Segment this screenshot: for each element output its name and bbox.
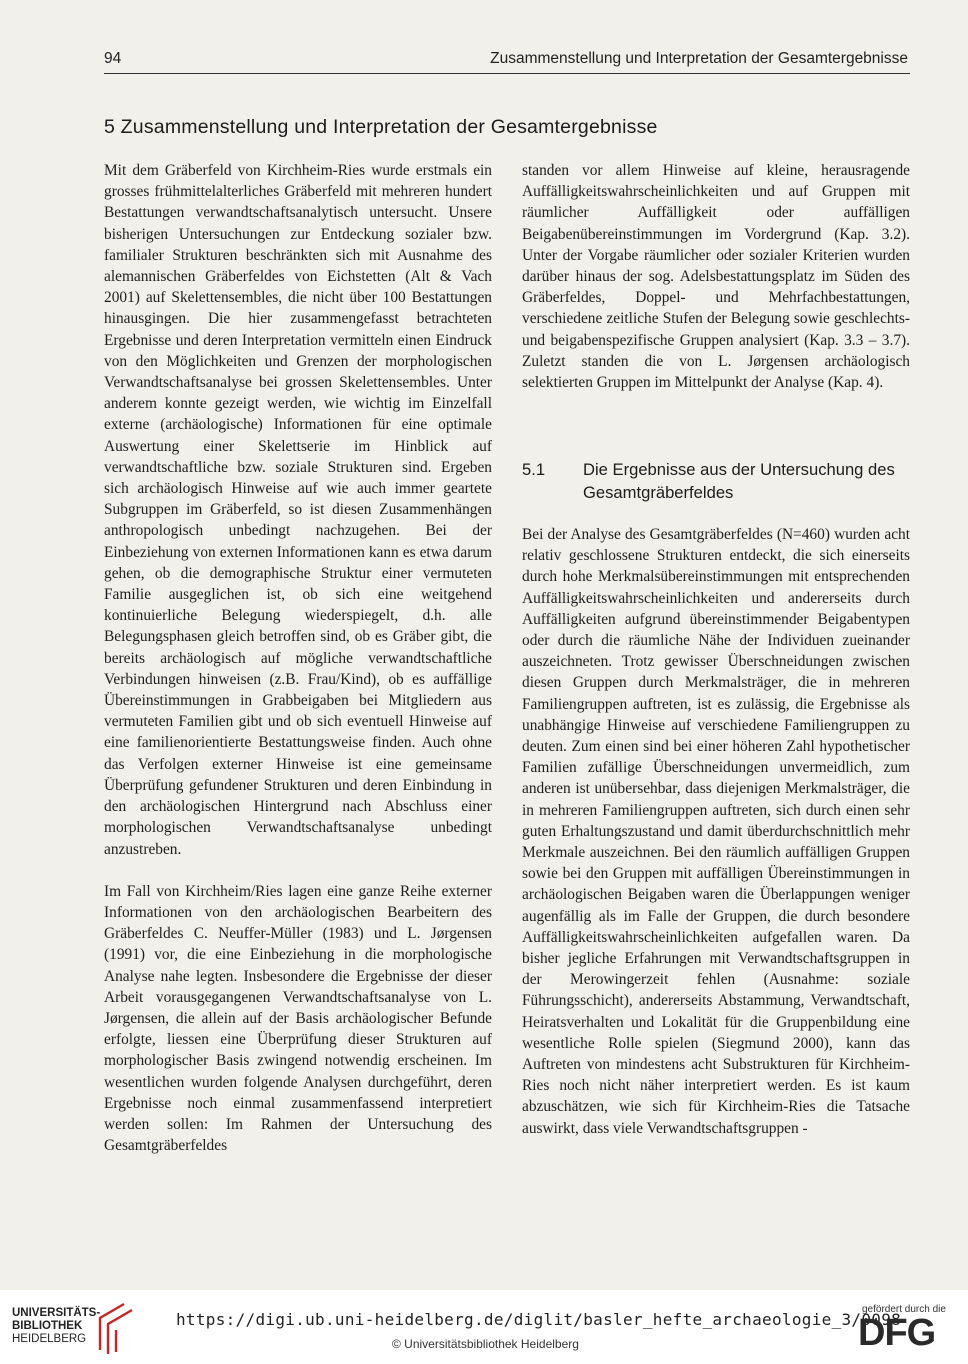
running-title: Zusammenstellung und Interpretation der Gesamtergebnisse xyxy=(490,50,908,67)
funding-note: gefördert durch die xyxy=(862,1304,946,1315)
chapter-heading: 5 Zusammenstellung und Interpretation der Gesamtergebnisse xyxy=(104,116,658,138)
paragraph: Im Fall von Kirchheim/Ries lagen eine ganze Reihe externer Informationen von den archäologischen Bearbeitern des Gräberfeldes C. Neuffer-Müller (1983) und L. Jørgensen (1991) vor, die eine Einbeziehung in die morphologische Analyse nahe legten. Insbesondere die Ergebnisse der dieser Arbeit vorausgegangenen Verwandtschaftsanalyse von L. Jørgensen, die allein auf der Basis archäologischer Befunde erfolgte, liessen eine Überprüfung dieser Strukturen auf morphologischer Basis zwingend notwendig erscheinen. Im wesentlichen wurden folgende Analysen durchgeführt, deren Ergebnisse noch einmal zusammenfassend interpretiert werden sollen: Im Rahmen der Untersuchung des Gesamtgräberfeldes xyxy=(104,882,492,1155)
right-column xyxy=(522,160,910,393)
header-rule xyxy=(104,73,910,74)
paragraph: Bei der Analyse des Gesamtgräberfeldes (N=460) wurden acht relativ geschlossene Strukturen entdeckt, die sich einerseits durch hohe Merkmalsübereinstimmungen mit entsprechenden Auffälligkeitswahrscheinlichkeiten und andererseits durch Auffälligkeiten aufgrund übereinstimmender Beigabentypen oder durch die räumliche Nähe der Individuen zueinander auszeichneten. Trotz gewisser Überschneidungen zwischen diesen Gruppen durch Merkmalsträger, die in mehreren Familiengruppen auftreten, ist es zulässig, die Ergebnisse als unabhängige Hinweise auf verschiedene Familiengruppen zu deuten. Zum einen sind bei einer höheren Zahl hypothetischer Familien zufällige Überschneidungen unvermeidlich, zum anderen ist unübersehbar, dass diejenigen Merkmalsträger, die in mehreren Familiengruppen auftreten, sich durch einen sehr guten Erhaltungszustand und damit überdurchschnittlich mehr Merkmale auszeichnen. Bei den räumlich auffälligen Gruppen sowie bei den Gruppen mit auffälligen Übereinstimmungen in archäologischen Beigaben waren die Überlappungen weniger augenfällig als im Falle der Gruppen, die durch besondere Auffälligkeitswahrscheinlichkeiten aufgefallen waren. Da bisher jegliche Erfahrungen mit Verwandtschaftsgruppen in der Merowingerzeit fehlen (Ausnahme: soziale Führungsschicht), andererseits Abstammung, Verwandtschaft, Heiratsverhalten und Lokalität für die Gruppenbildung eine wesentliche Rolle spielen (Siegmund 2000), kann das Auftreten von mindestens acht Substrukturen für Kirchheim-Ries noch nicht näher interpretiert werden. Es ist kaum abzuschätzen, wie sich für Kirchheim-Ries die Tatsache auswirkt, dass viele Verwandtschaftsgruppen - xyxy=(522,526,910,1137)
permalink-url[interactable]: https://digi.ub.uni-heidelberg.de/diglit/basler_hefte_archaeologie_3/0098 xyxy=(176,1310,902,1329)
viewer-footer xyxy=(0,1290,968,1364)
section-title: Die Ergebnisse aus der Untersuchung des Gesamtgräberfeldes xyxy=(583,460,895,502)
paragraph: Mit dem Gräberfeld von Kirchheim-Ries wurde erstmals ein grosses frühmittelalterliches Gräberfeld mit mehreren hundert Bestattungen verwandtschaftsanalytisch untersucht. Unsere bisherigen Untersuchungen zur Entdeckung sozialer bzw. familialer Strukturen beschränkten sich mit Ausnahme des alemannischen Gräberfeldes von Eichstetten (Alt & Vach 2001) auf Skelettensembles, die nicht über 100 Bestattungen hinausgingen. Die hier zusammengefasst betrachteten Ergebnisse und deren Interpretation vermitteln einen Eindruck von den Möglichkeiten und Grenzen der morphologischen Verwandtschaftsanalyse bei grossen Skelettensembles. Unter anderem konnte gezeigt werden, wie wichtig im Einzelfall externe (archäologische) Informationen für eine optimale Auswertung einer Skelettserie im Hinblick auf verwandtschaftliche bzw. soziale Strukturen sind. Ergeben sich archäologisch Hinweise auf wie auch immer geartete Subgruppen im Gräberfeld, so ist diesen Zusammenhängen anthropologisch unbedingt nachzugehen. Bei der Einbeziehung von externen Informationen kann es etwa darum gehen, ob die demographische Struktur einer vermuteten Familie ausgeglichen ist, ob sich eine weitgehend kontinuierliche Belegung wiederspiegelt, d.h. alle Belegungsphasen gleich betroffen sind, ob es Gräber gibt, die bereits archäologisch auf mögliche verwandtschaftliche Verbindungen hinweisen (z.B. Frau/Kind), ob es auffällige Übereinstimmungen in Grabbeigaben bei Mitgliedern aus vermuteten Familien gibt und ob sich eventuell Hinweise auf eine familienorientierte Bestattungsweise finden. Auch ohne das Verfolgen externer Hinweise ist eine gemeinsame Überprüfung gefundener Strukturen und deren Einbindung in den archäologischen Hintergrund nach Abschluss einer morphologischen Verwandtschaftsanalyse unbedingt anzustreben. xyxy=(104,162,492,858)
running-head xyxy=(104,50,908,72)
copyright-notice: © Universitätsbibliothek Heidelberg xyxy=(392,1337,579,1351)
left-column xyxy=(104,160,492,1156)
logo-line: UNIVERSITÄTS- xyxy=(12,1307,101,1319)
logo-line: HEIDELBERG xyxy=(12,1333,87,1345)
library-logo-icon xyxy=(94,1300,138,1356)
right-column-continued xyxy=(522,524,910,1139)
logo-line: BIBLIOTHEK xyxy=(12,1320,83,1332)
library-logo[interactable] xyxy=(12,1307,100,1346)
page-number: 94 xyxy=(104,50,122,67)
paragraph: standen vor allem Hinweise auf kleine, herausragende Auffälligkeitswahrscheinlichkeiten und auf Gruppen mit räumlicher Auffälligkeit oder auffälligen Beigabenübereinstimmungen im Vordergrund (Kap. 3.2). Unter der Vorgabe räumlicher oder sozialer Kriterien wurden darüber hinaus der sog. Adelsbestattungsplatz im Süden des Gräberfeldes, Doppel- und Mehrfachbestattungen, verschiedene zeitliche Stufen der Belegung sowie geschlechts- und beigabenspezifische Gruppen analysiert (Kap. 3.3 – 3.7). Zuletzt standen die von L. Jørgensen archäologisch selektierten Gruppen im Mittelpunkt der Analyse (Kap. 4). xyxy=(522,162,910,392)
dfg-logo[interactable]: DFG xyxy=(858,1312,936,1354)
section-number: 5.1 xyxy=(522,460,546,479)
